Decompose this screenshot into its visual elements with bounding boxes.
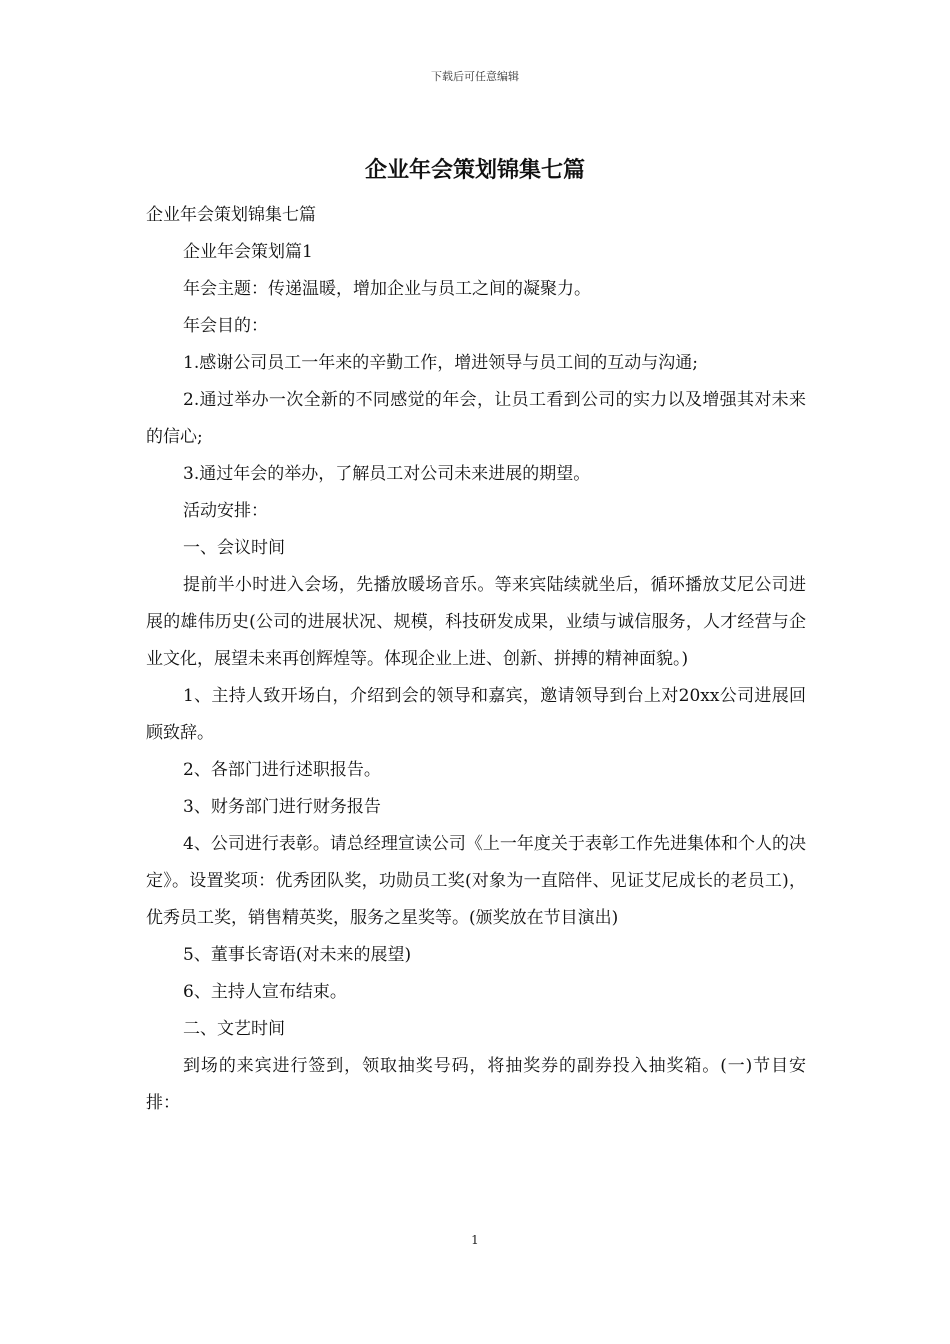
paragraph: 活动安排：: [183, 501, 268, 521]
paragraph: 企业年会策划篇1: [183, 242, 313, 262]
header-note: 下载后可任意编辑: [431, 70, 519, 83]
paragraph: 年会主题：传递温暖，增加企业与员工之间的凝聚力。: [183, 279, 591, 299]
section-heading: 二、文艺时间: [183, 1019, 285, 1039]
paragraph: 4、公司进行表彰。请总经理宣读公司《上一年度关于表彰工作先进集体和个人的决定》。设置奖项：优秀团队奖，功勋员工奖(对象为一直陪伴、见证艾尼成长的老员工)，优秀员工奖，销售精英奖，服务之星奖等。(颁奖放在节目演出): [146, 834, 806, 928]
paragraph: 1.感谢公司员工一年来的辛勤工作，增进领导与员工间的互动与沟通;: [183, 353, 698, 373]
paragraph: 2.通过举办一次全新的不同感觉的年会，让员工看到公司的实力以及增强其对未来的信心;: [146, 390, 806, 447]
paragraph: 1、主持人致开场白，介绍到会的领导和嘉宾，邀请领导到台上对20xx公司进展回顾致辞。: [146, 686, 806, 743]
paragraph: 5、董事长寄语(对未来的展望): [183, 945, 412, 965]
paragraph: 到场的来宾进行签到，领取抽奖号码，将抽奖券的副券投入抽奖箱。(一)节目安排：: [146, 1056, 806, 1113]
paragraph: 年会目的：: [183, 316, 268, 336]
paragraph: 3.通过年会的举办，了解员工对公司未来进展的期望。: [183, 464, 591, 484]
paragraph: 企业年会策划锦集七篇: [146, 205, 316, 225]
paragraph: 3、财务部门进行财务报告: [183, 797, 381, 817]
document-title: 企业年会策划锦集七篇: [364, 157, 585, 183]
page-number: 1: [471, 1233, 479, 1247]
paragraph: 2、各部门进行述职报告。: [183, 760, 381, 780]
paragraph: 6、主持人宣布结束。: [183, 982, 347, 1002]
document-body: [146, 197, 806, 1122]
section-heading: 一、会议时间: [183, 538, 285, 558]
paragraph: 提前半小时进入会场，先播放暖场音乐。等来宾陆续就坐后，循环播放艾尼公司进展的雄伟历史(公司的进展状况、规模，科技研发成果，业绩与诚信服务，人才经营与企业文化，展望未来再创辉煌等。体现企业上进、创新、拼搏的精神面貌。): [146, 575, 806, 669]
